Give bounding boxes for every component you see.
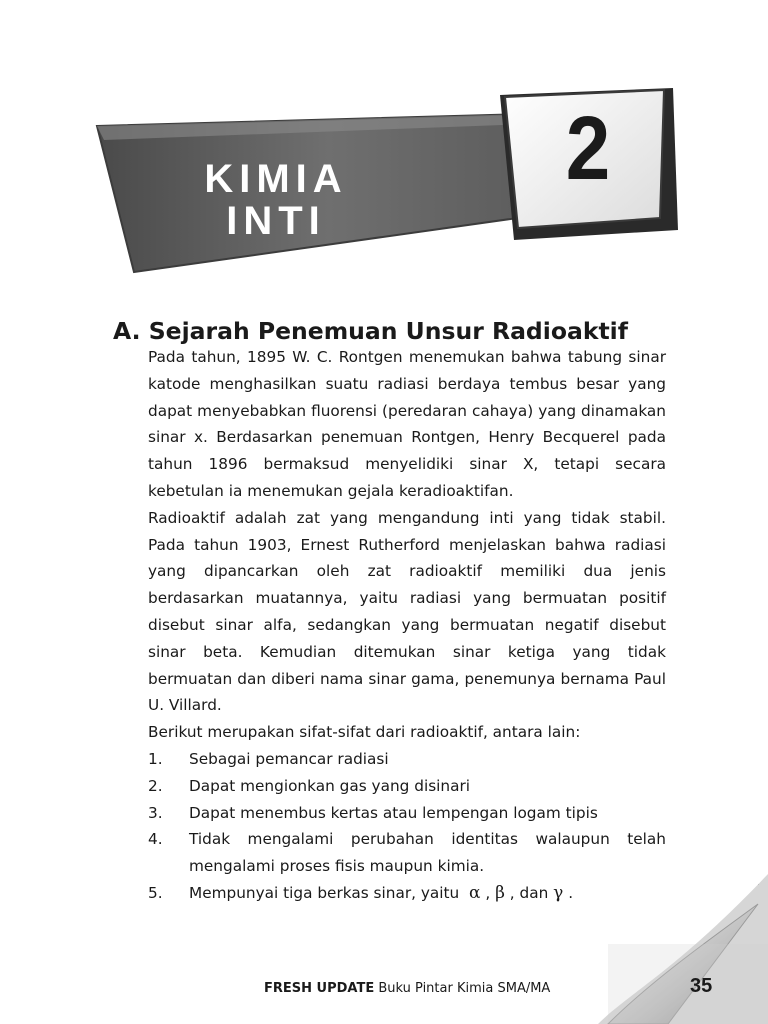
list-number: 2. [148,776,163,795]
separator: , [485,883,491,902]
list-item [148,800,666,827]
chapter-number: 2 [565,98,611,199]
section-heading: A. Sejarah Penemuan Unsur Radioaktif [113,316,628,345]
footer [264,981,550,996]
chapter-title [196,158,356,242]
page-curl-decoration [588,874,768,1024]
list-number: 5. [148,883,163,902]
list-item [148,773,666,800]
chapter-title-line2: INTI [226,199,326,243]
list-number: 3. [148,803,163,822]
list-text: Sebagai pemancar radiasi [189,749,389,768]
gamma-symbol: γ [553,882,564,903]
chapter-banner [0,0,768,300]
footer-brand: FRESH UPDATE [264,981,375,996]
paragraph: Berikut merupakan sifat-sifat dari radioaktif, antara lain: [148,723,581,742]
list-item [148,746,666,773]
paragraph: Radioaktif adalah zat yang mengandung inti yang tidak stabil. Pada tahun 1903, Ernest Rutherford menjelaskan bahwa radiasi yang dipancarkan oleh zat radioaktif memiliki dua jenis berdasarkan muatannya, yaitu radiasi yang bermuatan positif disebut sinar alfa, sedangkan yang bermuatan negatif disebut sinar beta. Kemudian ditemukan sinar ketiga yang tidak bermuatan dan diberi nama sinar gama, penemunya bernama Paul U. Villard. [148,508,666,715]
list-text: Dapat mengionkan gas yang disinari [189,776,471,795]
page-number: 35 [690,975,713,997]
body-text [148,344,666,907]
list-text: Mempunyai tiga berkas sinar, yaitu [189,883,460,902]
beta-symbol: β [495,882,505,903]
list-text: Tidak mengalami perubahan identitas walaupun telah mengalami proses fisis maupun kimia. [189,830,666,876]
chapter-title-line1: KIMIA [204,157,348,201]
list-end-period: . [568,883,574,902]
alpha-symbol: α [468,882,481,903]
list-text: Dapat menembus kertas atau lempengan logam tipis [189,803,598,822]
separator: , dan [509,883,549,902]
list-number: 1. [148,749,163,768]
list-item [148,826,666,880]
footer-book-title: Buku Pintar Kimia SMA/MA [378,981,551,996]
list-number: 4. [148,830,163,849]
paragraph: Pada tahun, 1895 W. C. Rontgen menemukan bahwa tabung sinar katode menghasilkan suatu radiasi berdaya tembus besar yang dapat menyebabkan fluorensi (peredaran cahaya) yang dinamakan sinar x. Berdasarkan penemuan Rontgen, Henry Becquerel pada tahun 1896 bermaksud menyelidiki sinar X, tetapi secara kebetulan ia menemukan gejala keradioaktifan. [148,348,666,500]
